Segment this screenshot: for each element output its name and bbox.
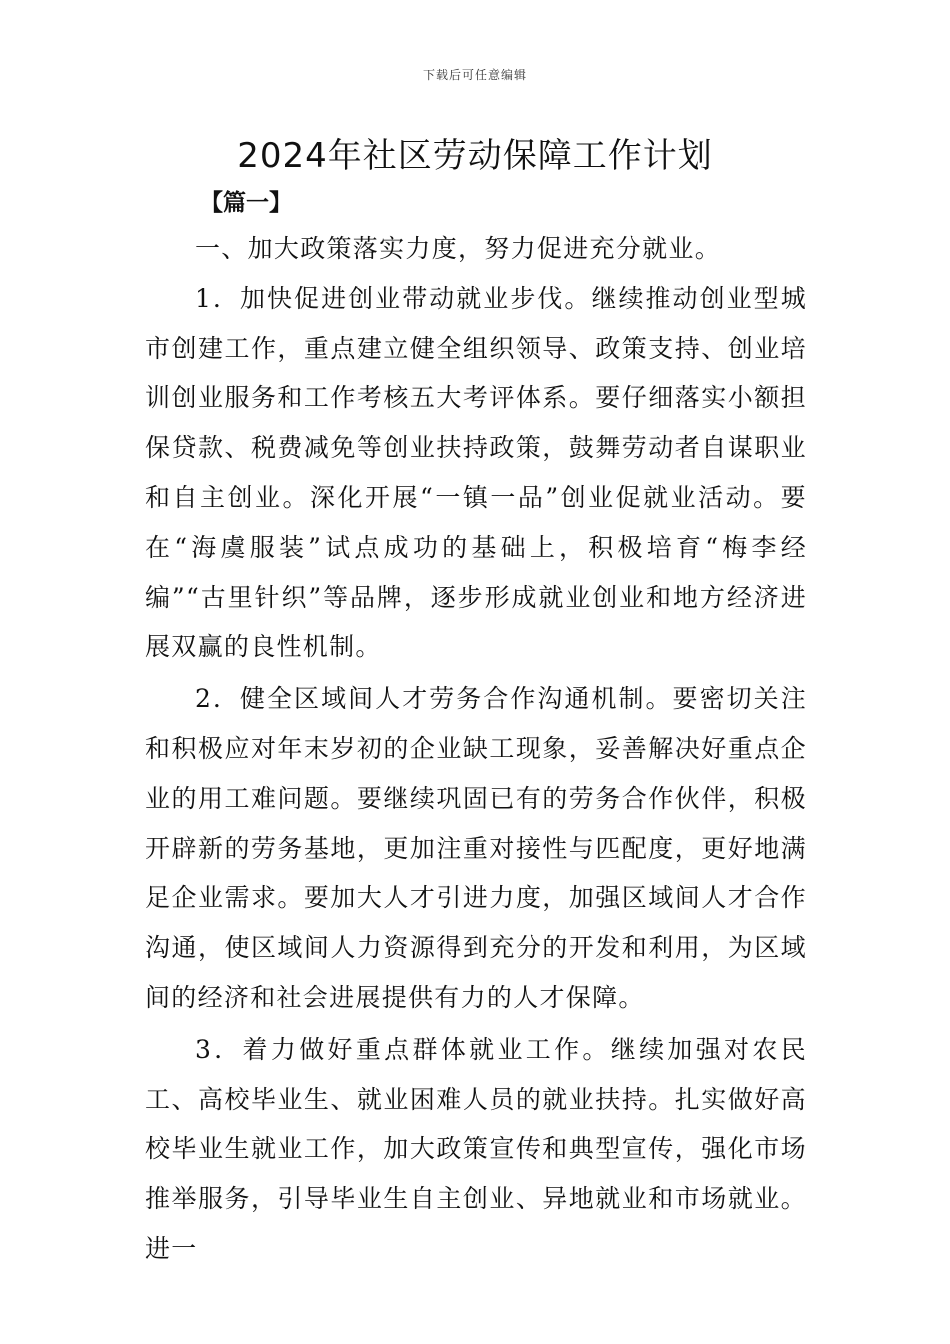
header-note: 下载后可任意编辑 [422,68,527,82]
paragraph-1: 1．加快促进创业带动就业步伐。继续推动创业型城市创建工作，重点建立健全组织领导、政策支持、创业培训创业服务和工作考核五大考评体系。要仔细落实小额担保贷款、税费减免等创业扶持政策，鼓舞劳动者自谋职业和自主创业。深化开展“一镇一品”创业促就业活动。要在“海虞服装”试点成功的基础上，积极培育“梅李经编”“古里针织”等品牌，逐步形成就业创业和地方经济进展双赢的良性机制。 [145,283,807,662]
paragraph-3: 3．着力做好重点群体就业工作。继续加强对农民工、高校毕业生、就业困难人员的就业扶持。扎实做好高校毕业生就业工作，加大政策宣传和典型宣传，强化市场推举服务，引导毕业生自主创业、异地就业和市场就业。进一 [145,1034,807,1263]
section-label: 【篇一】 [200,190,292,216]
section-heading: 一、加大政策落实力度，努力促进充分就业。 [195,234,722,263]
document-body [145,224,807,1274]
paragraph-2: 2．健全区域间人才劳务合作沟通机制。要密切关注和积极应对年末岁初的企业缺工现象，妥善解决好重点企业的用工难问题。要继续巩固已有的劳务合作伙伴，积极开辟新的劳务基地，更加注重对接性与匹配度，更好地满足企业需求。要加大人才引进力度，加强区域间人才合作沟通，使区域间人力资源得到充分的开发和利用，为区域间的经济和社会进展提供有力的人才保障。 [145,684,807,1012]
document-title: 2024年社区劳动保障工作计划 [237,136,713,176]
